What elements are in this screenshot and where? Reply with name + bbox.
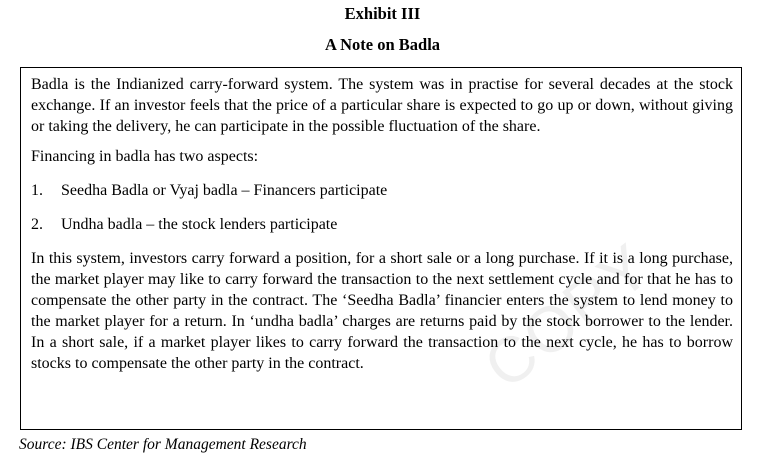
note-box: [20, 67, 742, 430]
watermark: COPY: [470, 229, 665, 403]
list-item: [31, 214, 733, 235]
intro-paragraph: Badla is the Indianized carry-forward system. The system was in practise for several decades at the stock exchange. If an investor feels that the price of a particular share is expected to go up or down, without giving or taking the delivery, he can participate in the possible fluctuation of the share.: [31, 76, 733, 136]
list-item-text: Undha badla – the stock lenders participate: [61, 216, 338, 234]
exhibit-title: Exhibit III: [344, 4, 421, 23]
financing-paragraph: Financing in badla has two aspects:: [31, 147, 259, 165]
list-item-text: Seedha Badla or Vyaj badla – Financers participate: [61, 181, 388, 199]
list-item-number: 2.: [31, 216, 43, 234]
source-note: Source: IBS Center for Management Research: [19, 436, 307, 453]
exhibit-subtitle: A Note on Badla: [324, 35, 441, 54]
list-item: [31, 180, 733, 201]
list-item-number: 1.: [31, 181, 43, 199]
system-paragraph: In this system, investors carry forward a position, for a short sale or a long purchase. If it is a long purchase, the market player may like to carry forward the transaction to the next settlement cycle and for that he has to compensate the other party in the contract. The ‘Seedha Badla’ financier enters the system to lend money to the market player for a return. In ‘undha badla’ charges are returns paid by the stock borrower to the lender. In a short sale, if a market player likes to carry forward the transaction to the next cycle, he has to borrow stocks to compensate the other party in the contract.: [31, 250, 733, 373]
